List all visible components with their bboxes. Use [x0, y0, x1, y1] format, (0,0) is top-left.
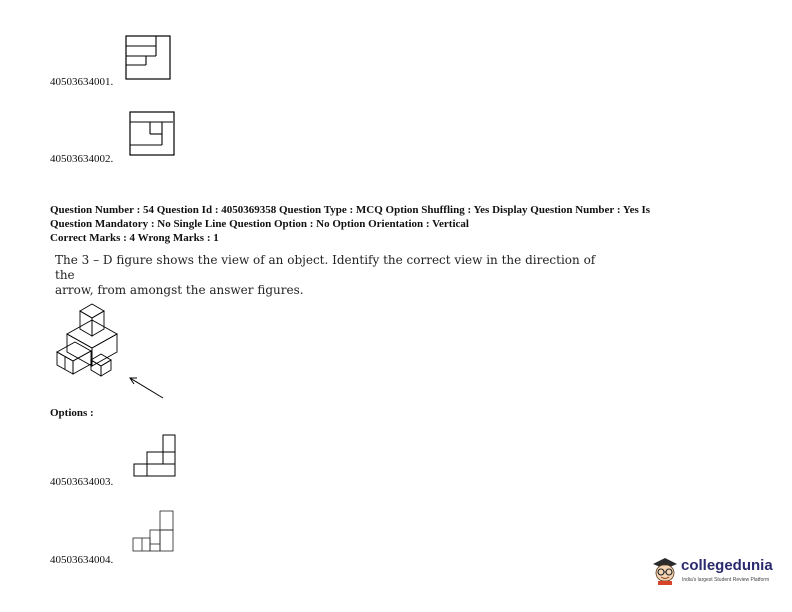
option-id: 40503634002. [50, 153, 114, 165]
question-text [55, 253, 615, 298]
question-meta-line1: Question Number : 54 Question Id : 4050369358 Question Type : MCQ Option Shuffling : Yes Display Question Number : Yes Is [50, 204, 651, 216]
option-id: 40503634001. [50, 76, 114, 88]
collegedunia-logo [651, 556, 781, 586]
logo-tagline: India's largest Student Review Platform [682, 577, 770, 583]
question-meta-line2: Question Mandatory : No Single Line Question Option : No Option Orientation : Vertical [50, 218, 469, 230]
option-figure-40503634004 [132, 510, 178, 554]
options-label: Options : [50, 407, 94, 419]
option-figure-40503634001 [125, 35, 173, 81]
option-figure-40503634002 [129, 111, 177, 157]
question-text-line2: arrow, from amongst the answer figures. [55, 283, 304, 297]
question-meta [50, 203, 750, 245]
question-text-line1: The 3 – D figure shows the view of an object. Identify the correct view in the direction of the [55, 253, 596, 282]
option-id: 40503634004. [50, 554, 114, 566]
logo-name: collegedunia [681, 557, 773, 574]
mascot-icon [651, 556, 679, 586]
question-3d-figure [55, 298, 167, 402]
option-id: 40503634003. [50, 476, 114, 488]
option-figure-40503634003 [133, 434, 177, 478]
question-marks: Correct Marks : 4 Wrong Marks : 1 [50, 232, 219, 244]
